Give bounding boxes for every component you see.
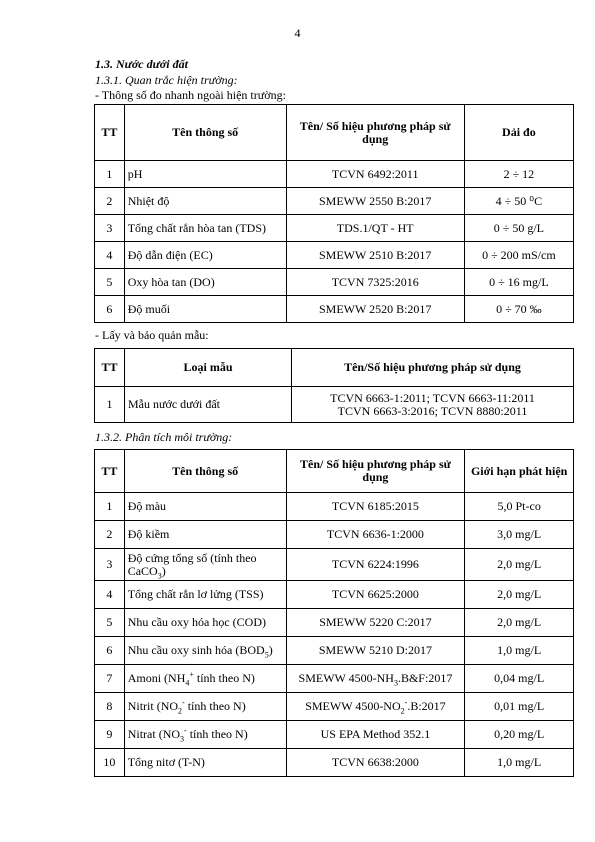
cell-param xyxy=(124,637,286,665)
cell-limit: 5,0 Pt-co xyxy=(465,493,574,521)
table-header-row xyxy=(95,450,574,493)
col-header-range: Dải đo xyxy=(464,105,573,161)
cell-tt: 1 xyxy=(95,161,125,188)
cell-limit: 0,20 mg/L xyxy=(465,721,574,749)
cell-method: TCVN 6492:2011 xyxy=(286,161,464,188)
param-text: Nitrat (NO xyxy=(127,727,181,741)
cell-limit: 1,0 mg/L xyxy=(465,637,574,665)
param-line-1: Độ cứng tổng số (tính theo xyxy=(127,550,257,565)
cell-limit: 2,0 mg/L xyxy=(465,549,574,581)
table-row xyxy=(95,215,574,242)
cell-method: TCVN 6185:2015 xyxy=(286,493,465,521)
table-row xyxy=(95,296,574,323)
cell-param xyxy=(124,721,286,749)
cell-tt: 1 xyxy=(95,387,125,423)
table-row xyxy=(95,665,574,693)
cell-param xyxy=(124,549,286,581)
table-row xyxy=(95,609,574,637)
cell-method: TCVN 7325:2016 xyxy=(286,269,464,296)
col-header-method: Tên/Số hiệu phương pháp sử dụng xyxy=(292,349,574,387)
cell-param: Nhu cầu oxy hóa học (COD) xyxy=(124,609,286,637)
method-text: SMEWW 4500-NO xyxy=(305,699,401,713)
field-params-intro: - Thông số đo nhanh ngoài hiện trường: xyxy=(95,88,286,102)
method-text-end: .B&F:2017 xyxy=(397,671,453,685)
cell-tt: 1 xyxy=(95,493,125,521)
cell-limit: 3,0 mg/L xyxy=(465,521,574,549)
cell-limit: 0,01 mg/L xyxy=(465,693,574,721)
param-line-2 xyxy=(128,565,283,578)
col-header-param: Tên thông số xyxy=(124,450,286,493)
method-superscript: - xyxy=(404,698,408,707)
table-row xyxy=(95,693,574,721)
method-text-end: .B:2017 xyxy=(407,699,446,713)
cell-method: SMEWW 5220 C:2017 xyxy=(286,609,465,637)
cell-range: 0 ÷ 70 ‰ xyxy=(464,296,573,323)
table-row xyxy=(95,721,574,749)
cell-param: Nhiệt độ xyxy=(124,188,286,215)
cell-tt: 7 xyxy=(95,665,125,693)
cell-method: SMEWW 2520 B:2017 xyxy=(286,296,464,323)
method-subscript: 2 xyxy=(400,706,405,716)
cell-method: US EPA Method 352.1 xyxy=(286,721,465,749)
cell-method xyxy=(286,693,465,721)
cell-tt: 9 xyxy=(95,721,125,749)
table-row xyxy=(95,387,574,423)
cell-tt: 5 xyxy=(95,269,125,296)
lab-analysis-table xyxy=(94,449,574,777)
param-superscript: - xyxy=(184,726,187,735)
method-subscript: 3 xyxy=(393,678,398,688)
col-header-detection-limit: Giới hạn phát hiện xyxy=(465,450,574,493)
col-header-tt: TT xyxy=(95,349,125,387)
cell-param: Độ màu xyxy=(124,493,286,521)
cell-tt: 4 xyxy=(95,242,125,269)
cell-tt: 10 xyxy=(95,749,125,777)
cell-limit: 2,0 mg/L xyxy=(465,581,574,609)
cell-tt: 5 xyxy=(95,609,125,637)
table-row xyxy=(95,549,574,581)
cell-tt: 2 xyxy=(95,521,125,549)
cell-method: SMEWW 2510 B:2017 xyxy=(286,242,464,269)
cell-tt: 3 xyxy=(95,215,125,242)
cell-limit: 1,0 mg/L xyxy=(465,749,574,777)
param-text-end: tính theo N) xyxy=(184,699,246,713)
cell-param: Độ kiềm xyxy=(124,521,286,549)
cell-param: Tổng nitơ (T-N) xyxy=(124,749,286,777)
param-superscript: + xyxy=(189,670,194,679)
table-row xyxy=(95,637,574,665)
cell-tt: 4 xyxy=(95,581,125,609)
cell-tt: 6 xyxy=(95,637,125,665)
param-subscript: 3 xyxy=(157,570,162,580)
col-header-tt: TT xyxy=(95,450,125,493)
table-row xyxy=(95,493,574,521)
col-header-method: Tên/ Số hiệu phương pháp sử dụng xyxy=(286,450,465,493)
param-text: Amoni (NH xyxy=(127,671,186,685)
section-title: 1.3. Nước dưới đất xyxy=(95,57,188,71)
table-header-row xyxy=(95,105,574,161)
cell-method: TCVN 6625:2000 xyxy=(286,581,465,609)
cell-range: 0 ÷ 200 mS/cm xyxy=(464,242,573,269)
cell-range: 2 ÷ 12 xyxy=(464,161,573,188)
cell-param xyxy=(124,693,286,721)
param-text-end: ) xyxy=(268,643,273,657)
cell-tt: 2 xyxy=(95,188,125,215)
sampling-intro: - Lấy và bảo quản mẫu: xyxy=(95,328,209,342)
table-row xyxy=(95,749,574,777)
table-row xyxy=(95,242,574,269)
cell-tt: 8 xyxy=(95,693,125,721)
param-subscript: 4 xyxy=(185,678,190,688)
page-number: 4 xyxy=(294,26,301,40)
cell-param xyxy=(124,665,286,693)
method-line-1: TCVN 6663-1:2011; TCVN 6663-11:2011 xyxy=(330,390,535,405)
col-header-method: Tên/ Số hiệu phương pháp sử dụng xyxy=(286,105,464,161)
cell-method: TCVN 6638:2000 xyxy=(286,749,465,777)
cell-method: SMEWW 5210 D:2017 xyxy=(286,637,465,665)
cell-method: SMEWW 2550 B:2017 xyxy=(286,188,464,215)
param-text-end: tính theo N) xyxy=(186,727,248,741)
field-params-table xyxy=(94,104,574,323)
param-superscript: - xyxy=(182,698,185,707)
cell-range: 0 ÷ 50 g/L xyxy=(464,215,573,242)
cell-param: Độ muối xyxy=(124,296,286,323)
cell-method: TDS.1/QT - HT xyxy=(286,215,464,242)
cell-param: Tổng chất rắn lơ lửng (TSS) xyxy=(124,581,286,609)
table-row xyxy=(95,161,574,188)
method-line-2: TCVN 6663-3:2016; TCVN 8880:2011 xyxy=(337,403,528,418)
table-row xyxy=(95,188,574,215)
cell-limit: 2,0 mg/L xyxy=(465,609,574,637)
cell-param: Tổng chất rắn hòa tan (TDS) xyxy=(124,215,286,242)
param-subscript: 5 xyxy=(264,650,269,660)
table-row xyxy=(95,521,574,549)
cell-param: pH xyxy=(124,161,286,188)
cell-method xyxy=(292,387,574,423)
subsection-field-monitoring: 1.3.1. Quan trắc hiện trường: xyxy=(95,73,238,87)
param-text: Nitrit (NO xyxy=(127,699,179,713)
table-row xyxy=(95,581,574,609)
cell-limit: 0,04 mg/L xyxy=(465,665,574,693)
cell-param: Oxy hòa tan (DO) xyxy=(124,269,286,296)
cell-range: 4 ÷ 50 ⁰C xyxy=(464,188,573,215)
col-header-tt: TT xyxy=(95,105,125,161)
col-header-param: Tên thông số xyxy=(124,105,286,161)
cell-method: TCVN 6636-1:2000 xyxy=(286,521,465,549)
sampling-table xyxy=(94,348,574,423)
param-subscript: 3 xyxy=(180,734,185,744)
cell-range: 0 ÷ 16 mg/L xyxy=(464,269,573,296)
method-text: SMEWW 4500-NH xyxy=(298,671,394,685)
param-text: Nhu cầu oxy sinh hóa (BOD xyxy=(127,643,265,657)
param-text-end: tính theo N) xyxy=(193,671,255,685)
subsection-lab-analysis: 1.3.2. Phân tích môi trường: xyxy=(95,430,233,444)
cell-param: Độ dẫn điện (EC) xyxy=(124,242,286,269)
param-subscript: 2 xyxy=(178,706,183,716)
table-row xyxy=(95,269,574,296)
param-text-end: ) xyxy=(161,563,166,578)
col-header-sample-type: Loại mẫu xyxy=(125,349,292,387)
cell-sample-type: Mẫu nước dưới đất xyxy=(125,387,292,423)
cell-method xyxy=(286,665,465,693)
param-text: CaCO xyxy=(127,563,158,578)
cell-tt: 3 xyxy=(95,549,125,581)
cell-method: TCVN 6224:1996 xyxy=(286,549,465,581)
table-header-row xyxy=(95,349,574,387)
cell-tt: 6 xyxy=(95,296,125,323)
